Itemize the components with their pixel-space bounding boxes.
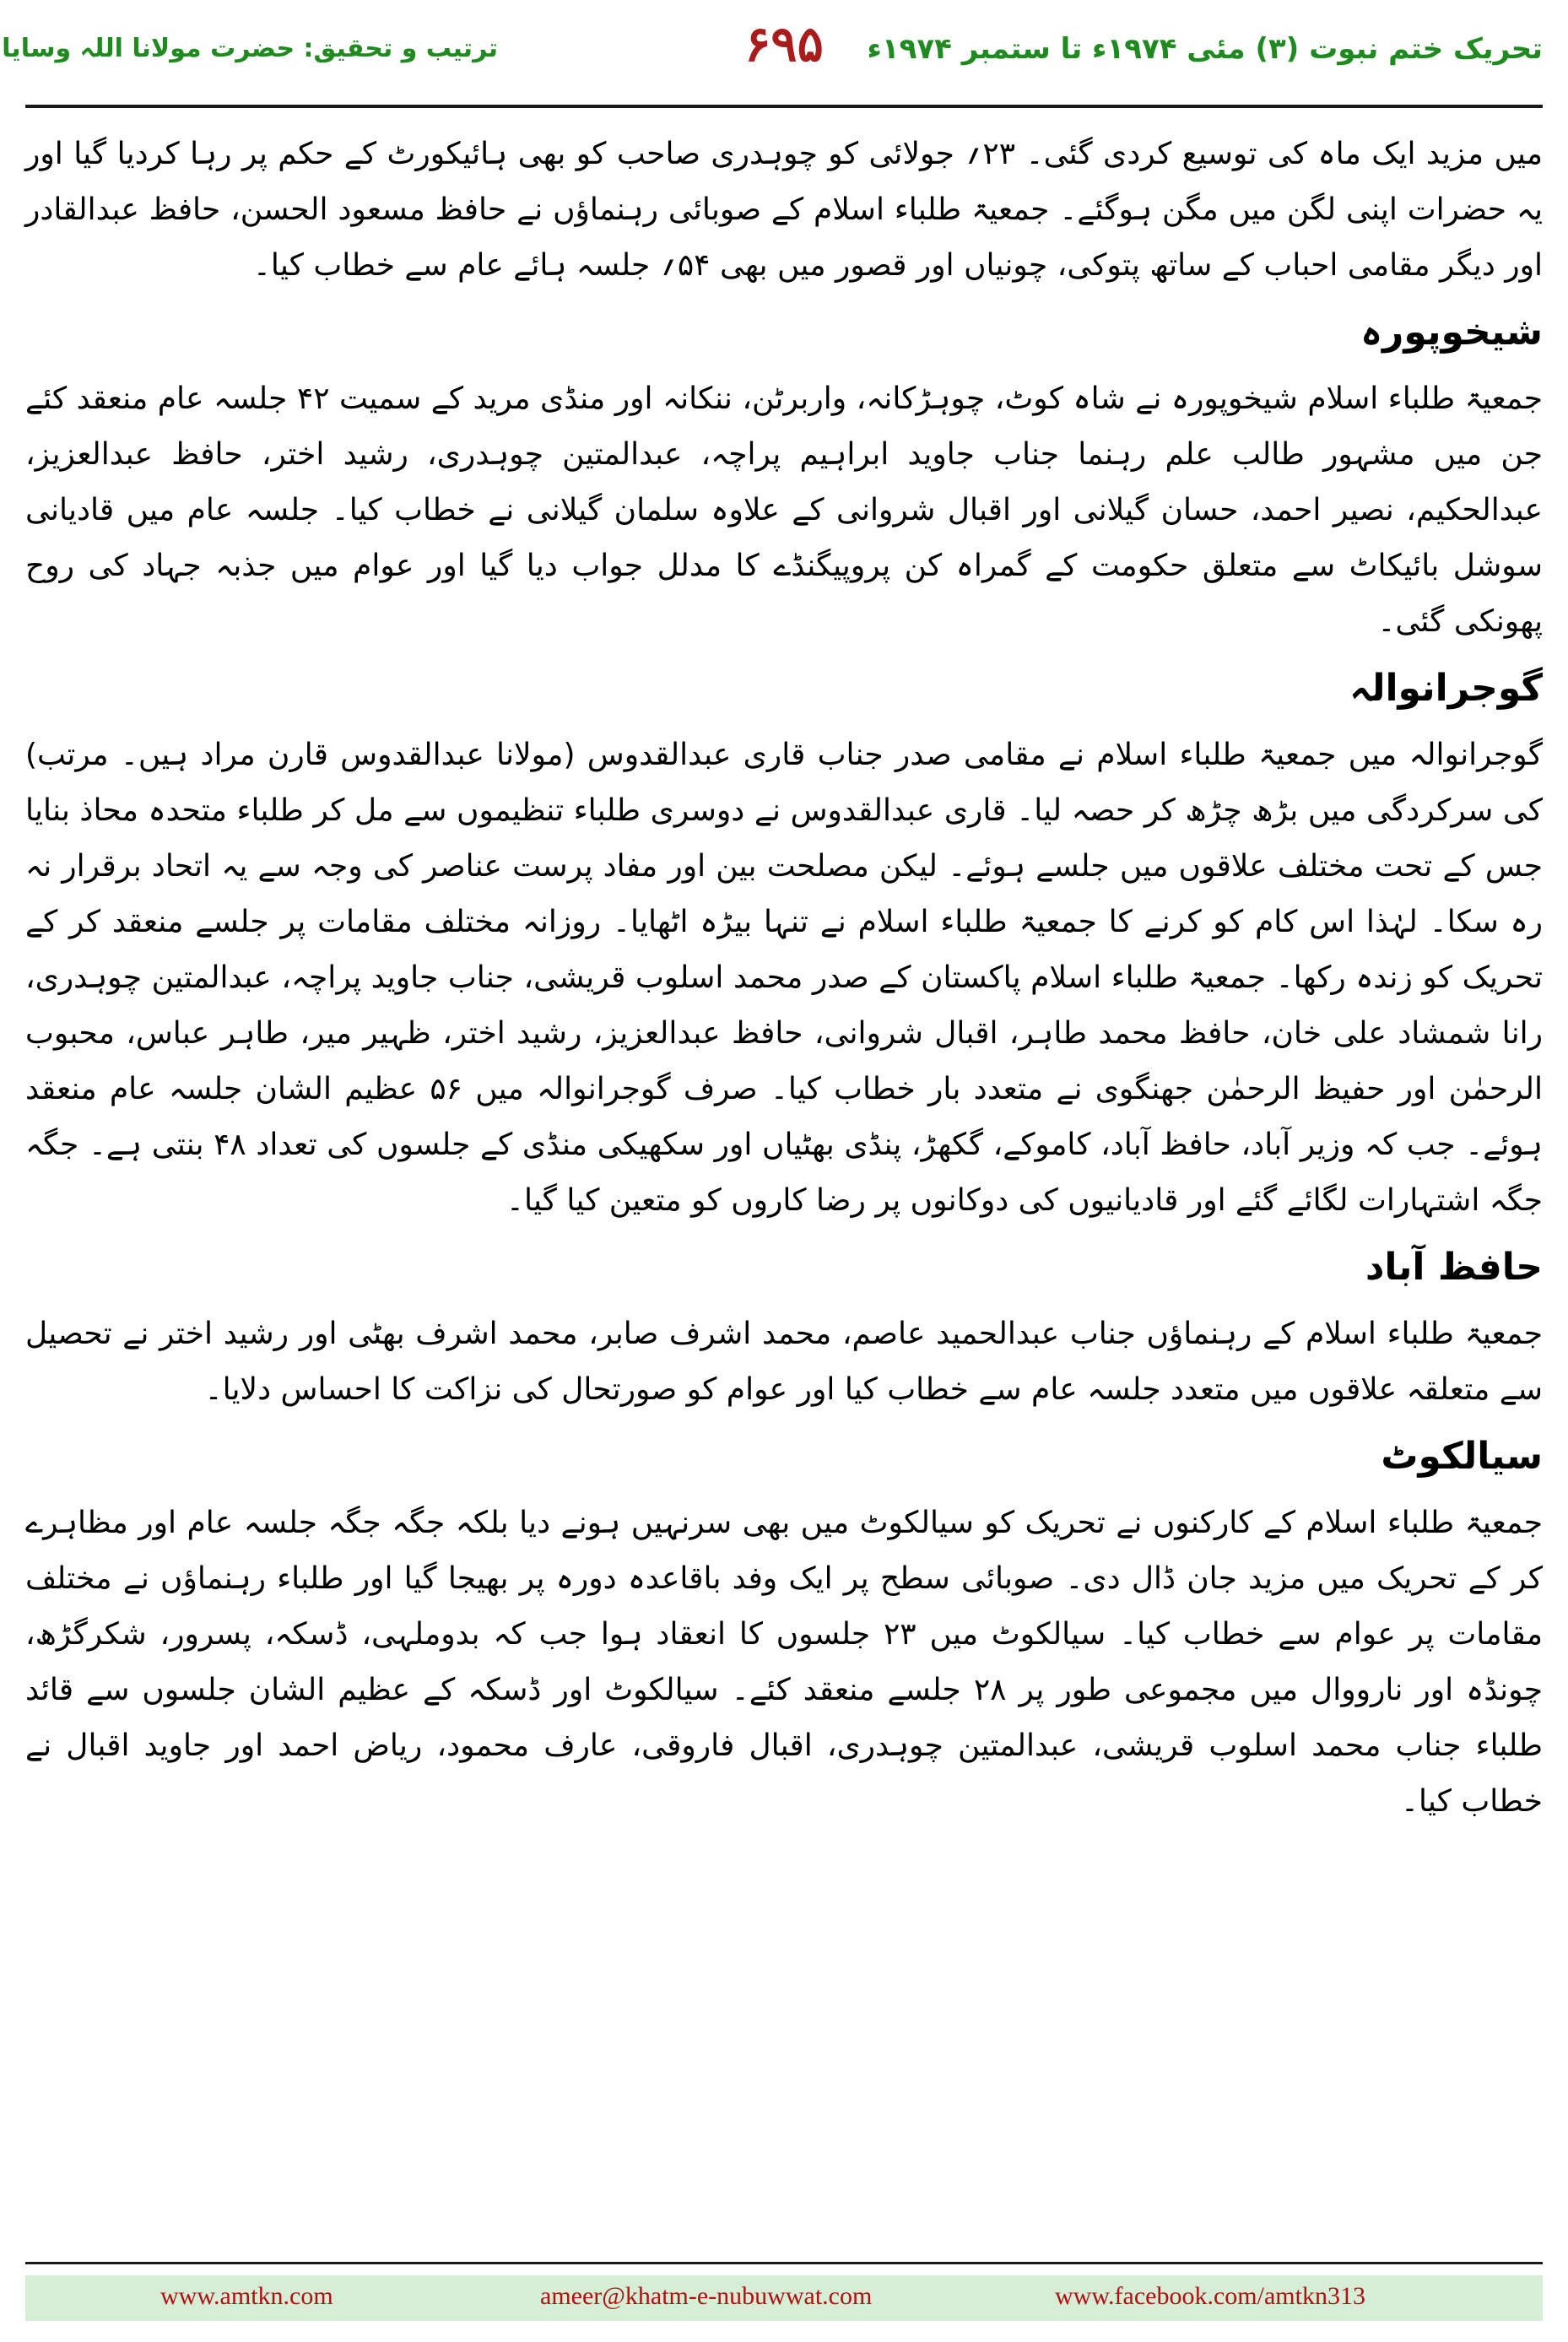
heading-sialkot: سیالکوٹ <box>1381 1435 1543 1478</box>
heading-hafizabad: حافظ آباد <box>1365 1246 1543 1289</box>
heading-sheikhupura: شیخوپورہ <box>1360 311 1543 354</box>
book-title: تحریک ختم نبوت (۳) مئی ۱۹۷۴ء تا ستمبر ۱۹۷۴ء <box>867 32 1543 66</box>
page-footer <box>0 2262 1568 2342</box>
footer-website-link[interactable]: www.amtkn.com <box>160 2282 333 2310</box>
intro-paragraph: میں مزید ایک ماہ کی توسیع کردی گئی۔ ۲۳؍ جولائی کو چوہدری صاحب کو بھی ہائیکورٹ کے حکم پر رہا کردیا گیا اور یہ حضرات اپنی لگن میں مگن ہوگئے۔ جمعیۃ طلباء اسلام کے صوبائی رہنماؤں نے حافظ مسعود الحسن، حافظ عبدالقادر اور دیگر مقامی احباب کے ساتھ پتوکی، چونیاں اور قصور میں بھی ۵۴؍ جلسہ ہائے عام سے خطاب کیا۔ <box>25 137 1543 283</box>
header-divider <box>25 105 1543 108</box>
heading-gujranwala: گوجرانوالہ <box>1349 667 1543 710</box>
paragraph-sialkot: جمعیۃ طلباء اسلام کے کارکنوں نے تحریک کو سیالکوٹ میں بھی سرنہیں ہونے دیا بلکہ جگہ جگہ جلسہ عام اور مظاہرے کر کے تحریک میں مزید جان ڈال دی۔ صوبائی سطح پر ایک وفد باقاعدہ دورہ پر بھیجا گیا اور طلباء رہنماؤں نے مختلف مقامات پر عوام سے خطاب کیا۔ سیالکوٹ میں ۲۳ جلسوں کا انعقاد ہوا جب کہ بدوملہی، ڈسکہ، پسرور، شکرگڑھ، چونڈہ اور نارووال میں مجموعی طور پر ۲۸ جلسے منعقد کئے۔ سیالکوٹ اور ڈسکہ کے عظیم الشان جلسوں سے قائد طلباء جناب محمد اسلوب قریشی، عبدالمتین چوہدری، اقبال فاروقی، عارف محمود، ریاض احمد اور جاوید اقبال نے خطاب کیا۔ <box>25 1506 1543 1819</box>
paragraph-sheikhupura: جمعیۃ طلباء اسلام شیخوپورہ نے شاہ کوٹ، چوہڑکانہ، واربرٹن، ننکانہ اور منڈی مرید کے سمیت ۴۲ جلسہ عام منعقد کئے جن میں مشہور طالب علم رہنما جناب جاوید ابراہیم پراچہ، عبدالمتین چوہدری، رشید اختر، حافظ عبدالعزیز، عبدالحکیم، نصیر احمد، حسان گیلانی اور اقبال شروانی کے علاوہ سلمان گیلانی نے خطاب کیا۔ جلسہ عام میں قادیانی سوشل بائیکاٹ سے متعلق حکومت کے گمراہ کن پروپیگنڈے کا مدلل جواب دیا گیا اور عوام میں جذبہ جہاد کی روح پھونکی گئی۔ <box>25 381 1543 639</box>
compiler-credit: ترتیب و تحقیق: حضرت مولانا اللہ وسایا <box>2 34 498 63</box>
paragraph-gujranwala: گوجرانوالہ میں جمعیۃ طلباء اسلام نے مقامی صدر جناب قاری عبدالقدوس (مولانا عبدالقدوس قارن مراد ہیں۔ مرتب) کی سرکردگی میں بڑھ چڑھ کر حصہ لیا۔ قاری عبدالقدوس نے دوسری طلباء تنظیموں سے مل کر طلباء متحدہ محاذ بنایا جس کے تحت مختلف علاقوں میں جلسے ہوئے۔ لیکن مصلحت بین اور مفاد پرست عناصر کی وجہ سے یہ اتحاد برقرار نہ رہ سکا۔ لہٰذا اس کام کو کرنے کا جمعیۃ طلباء اسلام نے تنہا بیڑہ اٹھایا۔ روزانہ مختلف مقامات پر جلسے منعقد کر کے تحریک کو زندہ رکھا۔ جمعیۃ طلباء اسلام پاکستان کے صدر محمد اسلوب قریشی، جناب جاوید پراچہ، عبدالمتین چوہدری، رانا شمشاد علی خان، حافظ محمد طاہر، اقبال شروانی، حافظ عبدالعزیز، رشید اختر، ظہیر میر، طاہر عباس، محبوب الرحمٰن اور حفیظ الرحمٰن جھنگوی نے متعدد بار خطاب کیا۔ صرف گوجرانوالہ میں ۵۶ عظیم الشان جلسہ عام منعقد ہوئے۔ جب کہ وزیر آباد، حافظ آباد، کاموکے، گکھڑ، پنڈی بھٹیاں اور سکھیکی منڈی کے جلسوں کی تعداد ۴۸ بنتی ہے۔ جگہ جگہ اشتہارات لگائے گئے اور قادیانیوں کی دوکانوں پر رضا کاروں کو متعین کیا گیا۔ <box>25 738 1543 1218</box>
paragraph-hafizabad: جمعیۃ طلباء اسلام کے رہنماؤں جناب عبدالحمید عاصم، محمد اشرف صابر، محمد اشرف بھٹی اور رشید اختر نے تحصیل سے متعلقہ علاقوں میں متعدد جلسہ عام سے خطاب کیا اور عوام کو صورتحال کی نزاکت کا احساس دلایا۔ <box>25 1317 1543 1407</box>
page-header <box>0 0 1568 110</box>
page-number: ۶۹۵ <box>744 15 824 73</box>
page-body <box>25 127 1543 1833</box>
footer-divider <box>25 2262 1543 2264</box>
footer-facebook-link[interactable]: www.facebook.com/amtkn313 <box>1055 2282 1365 2310</box>
footer-email-link[interactable]: ameer@khatm-e-nubuwwat.com <box>540 2282 873 2310</box>
